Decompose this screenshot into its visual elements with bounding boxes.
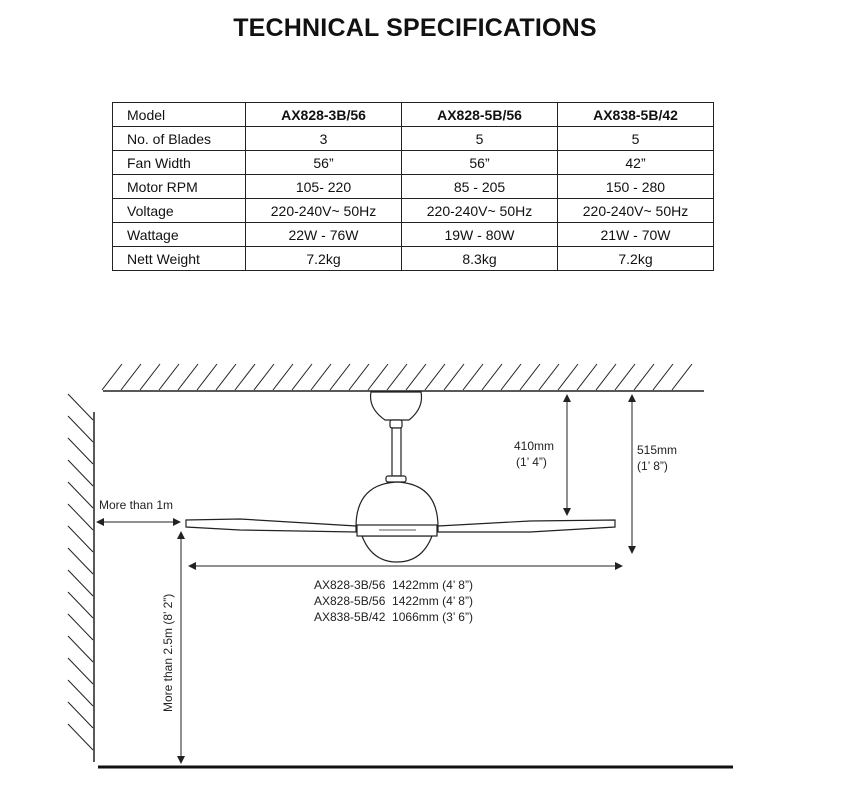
table-cell: 5 [402,127,558,151]
dimension-410mm-label: 410mm [514,439,555,453]
table-cell: 8.3kg [402,247,558,271]
row-label: Voltage [113,199,246,223]
table-header-cell: AX838-5B/42 [558,103,714,127]
dimension-410mm-imperial: (1’ 4”) [516,455,547,469]
table-cell: 19W - 80W [402,223,558,247]
table-cell: 22W - 76W [246,223,402,247]
table-cell: 220-240V~ 50Hz [558,199,714,223]
table-cell: 105- 220 [246,175,402,199]
table-cell: 150 - 280 [558,175,714,199]
table-cell: 7.2kg [558,247,714,271]
table-cell: 42” [558,151,714,175]
ceiling-fan-illustration [186,392,615,562]
table-cell: 7.2kg [246,247,402,271]
page-title: TECHNICAL SPECIFICATIONS [233,14,597,42]
table-cell: 3 [246,127,402,151]
table-cell: 56” [402,151,558,175]
row-label: Wattage [113,223,246,247]
table-cell: 5 [558,127,714,151]
blade-span-line: AX828-5B/56 1422mm (4’ 8”) [314,594,473,608]
table-header-cell: AX828-3B/56 [246,103,402,127]
wall [68,394,94,762]
ceiling [102,364,704,391]
blade-span-line: AX828-3B/56 1422mm (4’ 8”) [314,578,473,592]
floor-clearance-label: More than 2.5m (8’ 2”) [161,593,175,712]
table-header-cell: Model [113,103,246,127]
row-label: No. of Blades [113,127,246,151]
row-label: Motor RPM [113,175,246,199]
table-cell: 220-240V~ 50Hz [246,199,402,223]
blade-span-line: AX838-5B/42 1066mm (3’ 6”) [314,610,473,624]
wall-clearance-label: More than 1m [99,498,174,512]
row-label: Fan Width [113,151,246,175]
table-cell: 220-240V~ 50Hz [402,199,558,223]
dimension-515mm-imperial: (1’ 8”) [637,459,668,473]
table-header-cell: AX828-5B/56 [402,103,558,127]
dimension-515mm-label: 515mm [637,443,678,457]
table-cell: 85 - 205 [402,175,558,199]
table-cell: 21W - 70W [558,223,714,247]
table-cell: 56” [246,151,402,175]
row-label: Nett Weight [113,247,246,271]
